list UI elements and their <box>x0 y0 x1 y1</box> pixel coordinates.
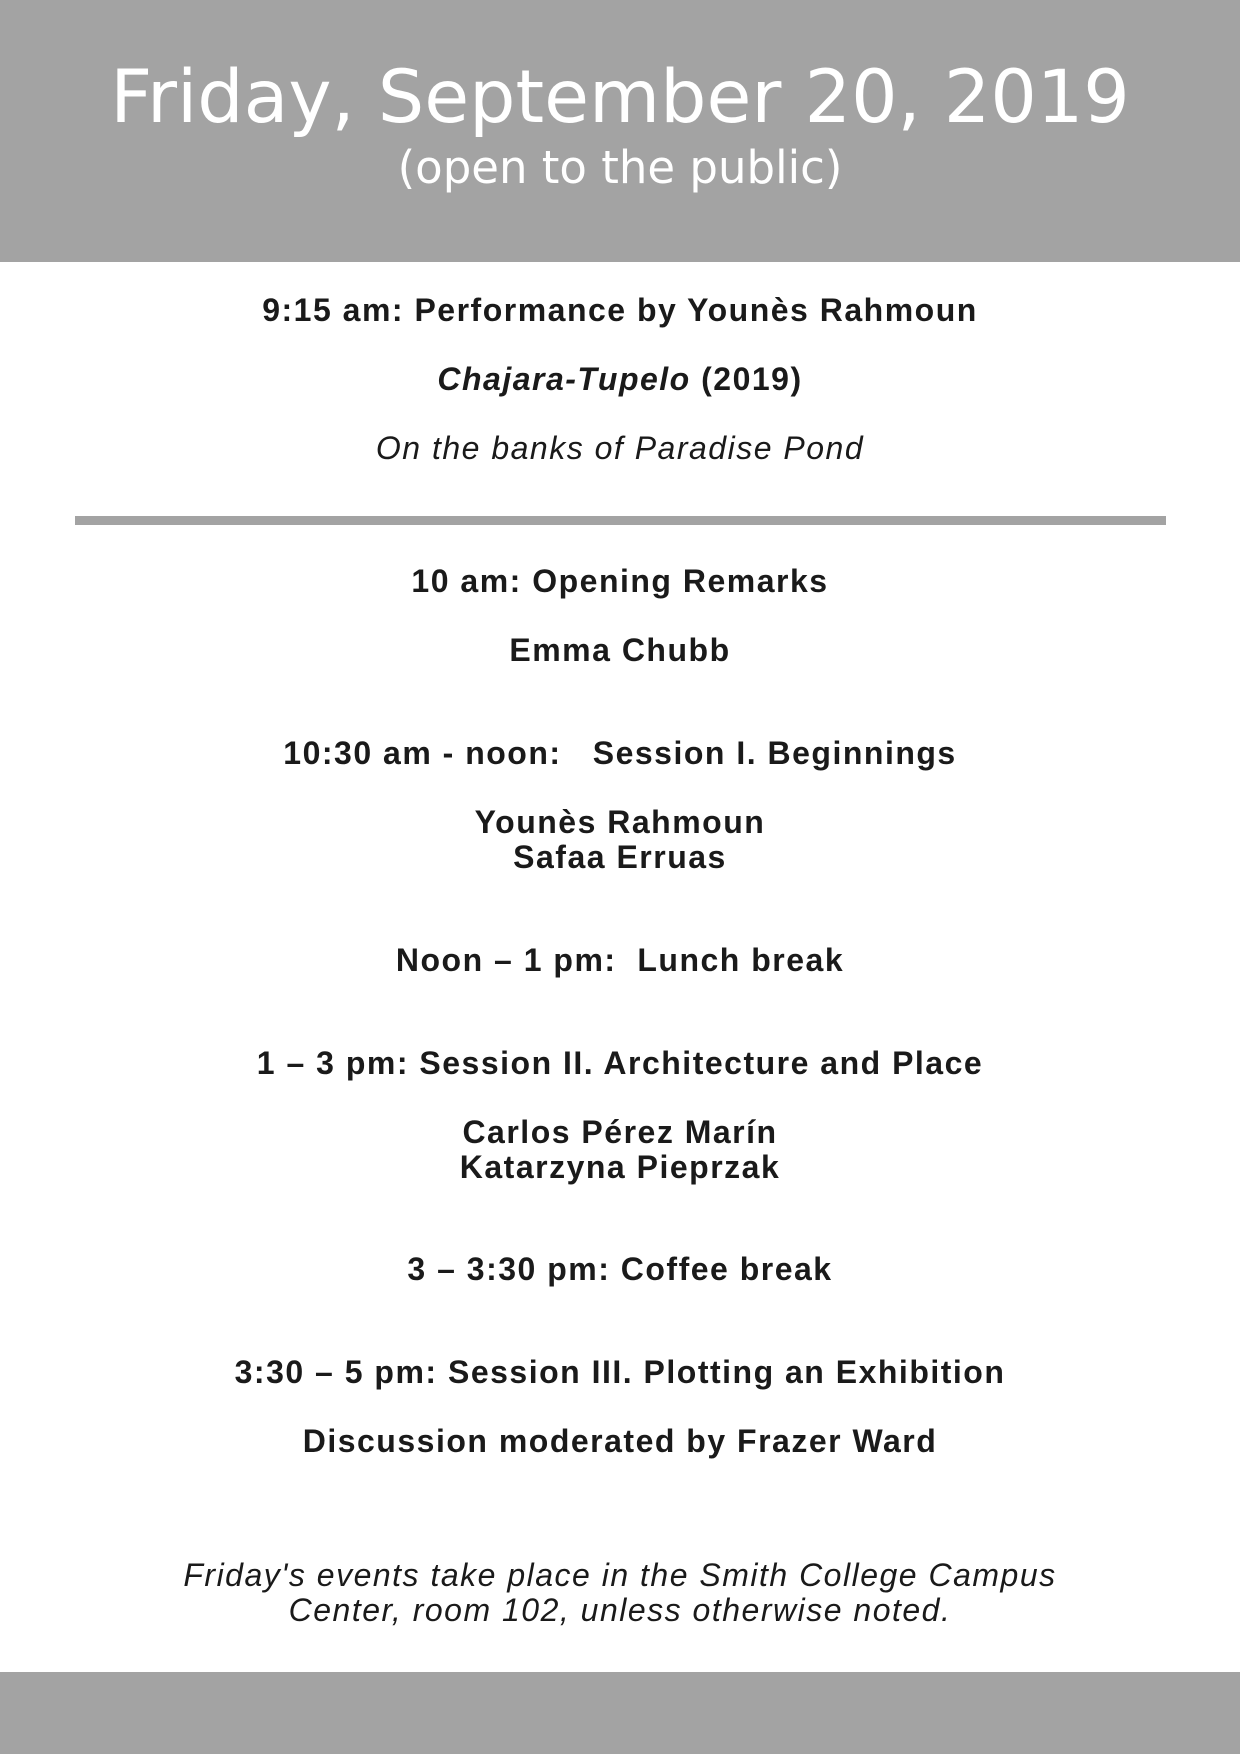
schedule-item-title: 1 – 3 pm: Session II. Architecture and Place <box>256 1045 984 1081</box>
header-band <box>0 0 1240 262</box>
speaker-name: Younès Rahmoun <box>474 804 766 840</box>
performance-time-title: 9:15 am: Performance by Younès Rahmoun <box>262 292 978 328</box>
schedule-item-title: Noon – 1 pm: Lunch break <box>395 942 845 978</box>
performance-work <box>0 361 1240 397</box>
schedule-item-title: 10 am: Opening Remarks <box>411 563 829 599</box>
speaker-name: Emma Chubb <box>509 632 731 668</box>
performance-work-title: Chajara-Tupelo <box>437 361 691 397</box>
page-title: Friday, September 20, 2019 <box>110 55 1130 140</box>
schedule-item-title: 3:30 – 5 pm: Session III. Plotting an Exhibition <box>234 1354 1006 1390</box>
moderator-line: Discussion moderated by Frazer Ward <box>302 1423 938 1459</box>
section-divider <box>75 516 1166 525</box>
venue-note-line: Friday's events take place in the Smith College Campus <box>183 1557 1057 1593</box>
speaker-name: Carlos Pérez Marín <box>462 1114 778 1150</box>
speaker-name: Safaa Erruas <box>513 839 727 875</box>
page-subtitle: (open to the public) <box>397 141 843 194</box>
performance-work-year: (2019) <box>690 361 803 397</box>
footer-band <box>0 1672 1240 1754</box>
venue-note-line: Center, room 102, unless otherwise noted. <box>288 1592 952 1628</box>
schedule-item-title: 3 – 3:30 pm: Coffee break <box>407 1251 833 1287</box>
performance-location: On the banks of Paradise Pond <box>375 430 865 466</box>
speaker-name: Katarzyna Pieprzak <box>459 1149 781 1185</box>
schedule-item-title: 10:30 am - noon: Session I. Beginnings <box>283 735 957 771</box>
